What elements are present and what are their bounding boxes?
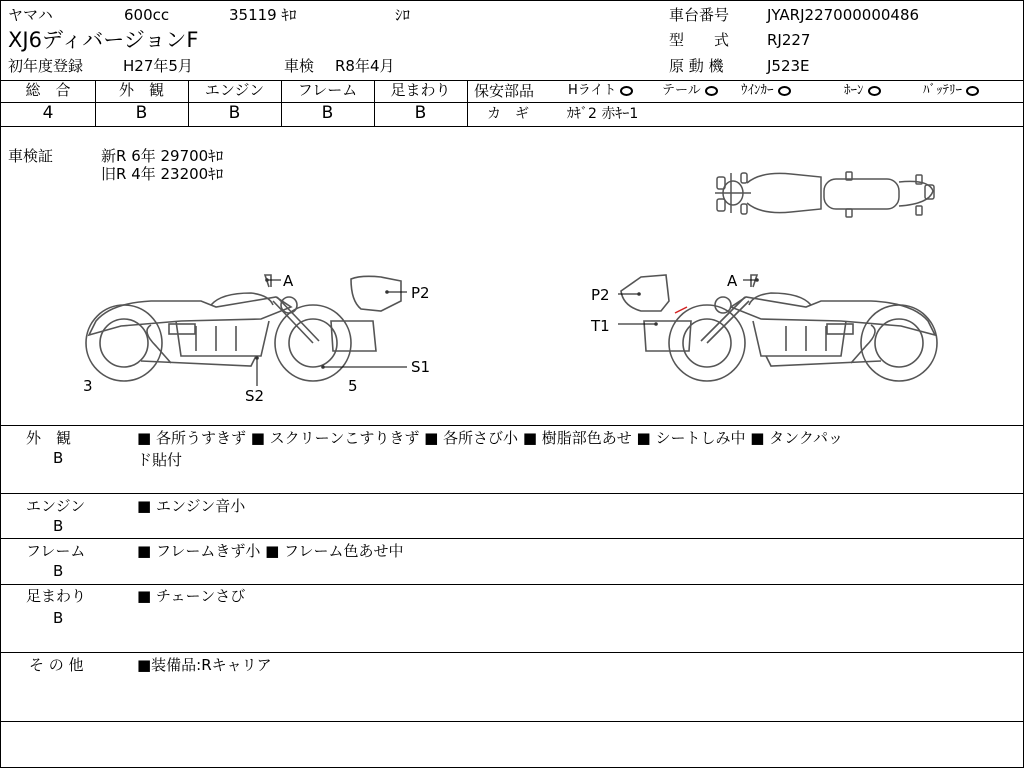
maker: ヤマハ bbox=[8, 6, 53, 24]
inspection-expiry-label: 車検 bbox=[284, 57, 315, 75]
ok-circle-icon bbox=[966, 86, 979, 96]
comment-grade-frame: B bbox=[53, 562, 64, 580]
comment-grade-engine: B bbox=[53, 517, 64, 535]
ok-circle-icon bbox=[778, 86, 791, 96]
shaken-new: 新R 6年 29700ｷﾛ bbox=[101, 147, 224, 165]
first-registration-label: 初年度登録 bbox=[8, 57, 84, 75]
safety-item-headlight: Hライト bbox=[568, 84, 633, 97]
displacement: 600cc bbox=[124, 6, 170, 24]
grade-header-frame: フレーム bbox=[297, 81, 358, 99]
grade-value-engine: B bbox=[228, 103, 241, 123]
frame-number-value: JYARJ227000000486 bbox=[767, 6, 920, 24]
comment-text-frame: ■ フレームきず小 ■ フレーム色あせ中 bbox=[137, 542, 404, 560]
grade-value-frame: B bbox=[321, 103, 334, 123]
key-value: ｶｷﾞ2 赤ｷｰ1 bbox=[567, 106, 639, 122]
label-left-s1: S1 bbox=[411, 358, 431, 376]
safety-item-winker: ｳｲﾝｶｰ bbox=[741, 84, 791, 97]
model-type-label: 型 式 bbox=[669, 31, 730, 49]
comment-title-suspension: 足まわり bbox=[26, 587, 87, 605]
grade-value-suspension: B bbox=[414, 103, 427, 123]
grade-header-engine: エンジン bbox=[204, 81, 265, 99]
safety-item-battery: ﾊﾞｯﾃﾘｰ bbox=[923, 84, 979, 97]
divider bbox=[1, 493, 1024, 494]
label-left-p2: P2 bbox=[411, 284, 430, 302]
comment-text-exterior-cont: ド貼付 bbox=[137, 451, 183, 469]
shaken-old: 旧R 4年 23200ｷﾛ bbox=[101, 165, 224, 183]
shaken-label: 車検証 bbox=[8, 147, 54, 165]
left-markers bbox=[255, 278, 389, 369]
safety-parts-label: 保安部品 bbox=[474, 82, 535, 100]
divider bbox=[1, 652, 1024, 653]
comment-text-exterior: ■ 各所うすきず ■ スクリーンこすりきず ■ 各所さび小 ■ 樹脂部色あせ ■ シートしみ中 ■ タンクパッ bbox=[137, 429, 843, 447]
label-right-t1: T1 bbox=[591, 317, 610, 335]
divider bbox=[1, 721, 1024, 722]
grade-header-exterior: 外 観 bbox=[118, 81, 164, 99]
divider bbox=[467, 80, 468, 126]
label-left-s2: S2 bbox=[245, 387, 265, 405]
comment-title-other: そ の 他 bbox=[29, 656, 84, 674]
bike-top-view bbox=[715, 172, 934, 217]
safety-item-tail: テール bbox=[662, 84, 718, 97]
comment-grade-exterior: B bbox=[53, 449, 64, 467]
ok-circle-icon bbox=[705, 86, 718, 96]
comment-title-engine: エンジン bbox=[26, 497, 86, 515]
label-left-5: 5 bbox=[348, 377, 358, 395]
comment-title-frame: フレーム bbox=[26, 542, 86, 560]
bike-left-view bbox=[86, 275, 401, 381]
label-left-a: A bbox=[283, 272, 294, 290]
safety-item-horn: ﾎｰﾝ bbox=[844, 84, 881, 97]
grade-value-overall: 4 bbox=[42, 103, 54, 123]
mileage: 35119 ｷﾛ bbox=[229, 6, 297, 24]
divider bbox=[467, 102, 1024, 103]
frame-number-label: 車台番号 bbox=[669, 6, 730, 24]
divider bbox=[1, 584, 1024, 585]
label-right-p2: P2 bbox=[591, 286, 610, 304]
ok-circle-icon bbox=[620, 86, 633, 96]
model-type-value: RJ227 bbox=[767, 31, 811, 49]
comment-title-exterior: 外 観 bbox=[26, 429, 72, 447]
first-registration-value: H27年5月 bbox=[123, 57, 193, 75]
comment-text-suspension: ■ チェーンさび bbox=[137, 587, 246, 605]
grade-value-exterior: B bbox=[135, 103, 148, 123]
grade-header-suspension: 足まわり bbox=[390, 81, 451, 99]
divider bbox=[1, 538, 1024, 539]
damage-diagram bbox=[1, 127, 1024, 425]
model-name: XJ6ディバージョンF bbox=[8, 28, 199, 52]
engine-model-label: 原 動 機 bbox=[669, 57, 724, 75]
inspection-expiry-value: R8年4月 bbox=[335, 57, 395, 75]
comment-text-engine: ■ エンジン音小 bbox=[137, 497, 246, 515]
engine-model-value: J523E bbox=[767, 57, 810, 75]
grade-header-overall: 総 合 bbox=[25, 81, 71, 99]
key-label: カ ギ bbox=[487, 106, 529, 122]
label-right-a: A bbox=[727, 272, 738, 290]
comment-text-other: ■装備品:Rキャリア bbox=[137, 656, 272, 674]
comment-grade-suspension: B bbox=[53, 609, 64, 627]
body-color: ｼﾛ bbox=[395, 6, 411, 24]
label-left-3: 3 bbox=[83, 377, 93, 395]
bike-right-view bbox=[621, 275, 937, 381]
ok-circle-icon bbox=[868, 86, 881, 96]
divider bbox=[1, 425, 1024, 426]
